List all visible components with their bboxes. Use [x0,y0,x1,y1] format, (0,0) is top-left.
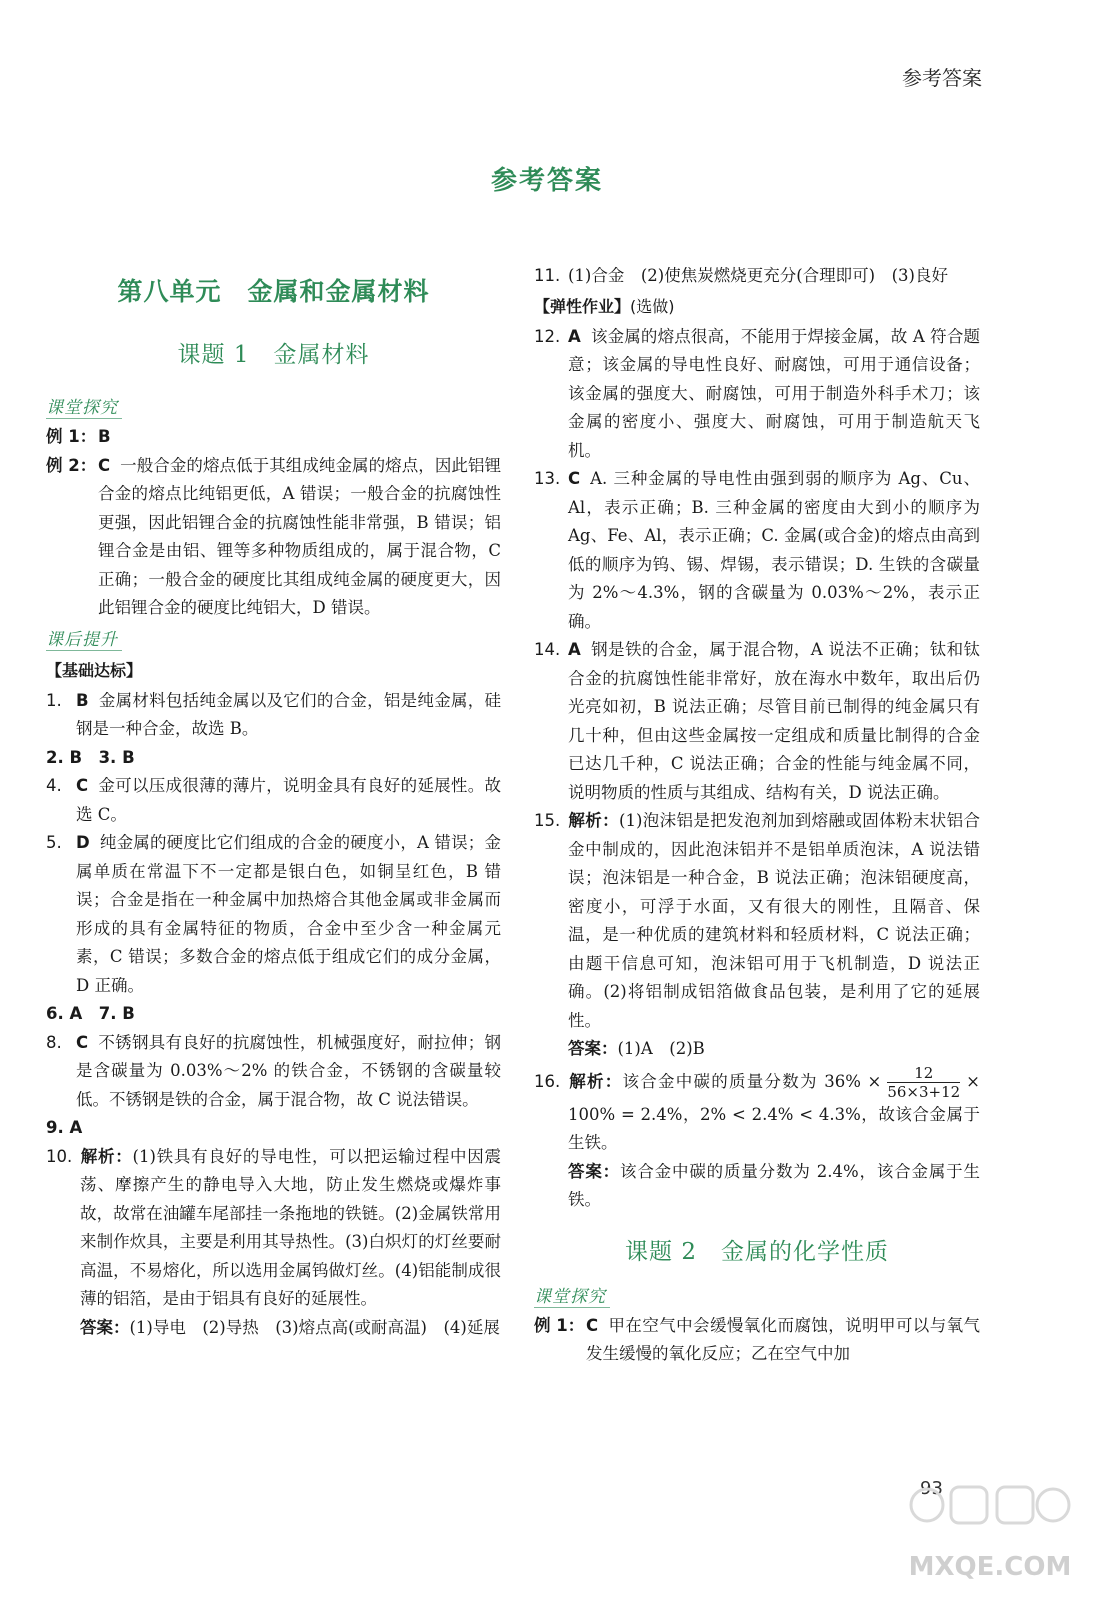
right-column [534,262,980,1369]
example-2 [46,452,501,623]
question-explanation: (1)合金 (2)使焦炭燃烧更充分(合理即可) (3)良好 [568,266,948,285]
question-answer: A [568,640,581,659]
header-label: 参考答案 [902,66,982,90]
fraction-denominator: 56×3+12 [887,1082,961,1101]
question-number: 12. [534,326,561,346]
page-title: 参考答案 [490,166,603,196]
flex-heading-sub: (选做) [630,296,675,316]
question-4 [46,772,501,829]
question-2-3 [46,744,501,773]
question-answer: C [76,776,89,795]
question-answer: D [76,833,90,852]
question-number: 13. [534,469,561,488]
question-10-answer [46,1314,501,1343]
formula-fraction [887,1064,960,1101]
unit-title: 第八单元 金属和金属材料 [117,277,430,306]
question-9 [46,1114,501,1143]
example-label: 例 2： [46,455,97,475]
question-explanation: 该金属的熔点很高，不能用于焊接金属，故 A 符合题意；该金属的导电性良好、耐腐蚀，可用于通信设备；该金属的强度大、耐腐蚀，可用于制造外科手术刀；该金属的密度小、强度大、耐腐蚀，可用于制造航天飞机。 [568,326,980,460]
example-explanation: 甲在空气中会缓慢氧化而腐蚀，说明甲可以与氧气发生缓慢的氧化反应；乙在空气中加 [586,1315,980,1363]
section-tag-class-2: 课堂探究 [534,1282,610,1308]
basic-heading: 【基础达标】 [46,660,143,680]
question-6-7 [46,1000,501,1029]
question-explanation: (1)泡沫铝是把发泡剂加到熔融或固体粉末状铝合金中制成的，因此泡沫铝并不是铝单质泡沫，A 说法错误；泡沫铝是一种合金，B 说法正确；泡沫铝硬度高，密度小，可浮于水面，又有很大的刚性，且隔音、保温，是一种优质的建筑材料和轻质材料，C 说法正确；由题干信息可知，泡沫铝可用于飞机制造，D 说法正确。(2)将铝制成铝箔做食品包装，是利用了它的延展性。 [568,811,981,1030]
watermark-shapes [911,1487,1069,1523]
question-13 [534,465,980,636]
answer-text: (1)A (2)B [617,1039,705,1058]
section-tag-class: 课堂探究 [46,393,122,419]
question-answers: 2. B 3. B [46,747,135,767]
example-answer: C [586,1315,599,1335]
question-explanation: 不锈钢具有良好的抗腐蚀性，机械强度好，耐拉伸；钢是含碳量为 0.03%～2% 的铁合金，不锈钢的含碳量较低。不锈钢是铁的合金，属于混合物，故 C 说法错误。 [76,1032,501,1109]
flex-heading-label: 【弹性作业】 [534,296,631,316]
question-16 [534,1064,980,1158]
question-explanation: 金属材料包括纯金属以及它们的合金，铝是纯金属，硅钢是一种合金，故选 B。 [76,690,501,738]
question-10 [46,1143,501,1314]
question-1 [46,687,501,744]
answer-text: (1)导电 (2)导热 (3)熔点高(或耐高温) (4)延展 [129,1317,500,1337]
question-number: 16. [534,1071,561,1091]
question-explanation: A. 三种金属的导电性由强到弱的顺序为 Ag、Cu、Al，表示正确；B. 三种金属的密度由大到小的顺序为 Ag、Fe、Al，表示正确；C. 金属(或合金)的熔点由高到低的顺序为钨、锡、焊锡，表示错误；D. 生铁的含碳量为 2%～4.3%，钢的含碳量为 0.03%～2%，表示正确。 [568,469,980,631]
answer-label: 答案： [80,1317,130,1337]
question-5 [46,829,501,1000]
section-tag-after: 课后提升 [46,625,122,651]
question-explanation: 钢是铁的合金，属于混合物，A 说法不正确；钛和钛合金的抗腐蚀性能非常好，放在海水中数年，取出后仍光亮如初，B 说法正确；尽管目前已制得的纯金属只有几十种，但由这些金属按一定组成和质量比制得的合金已达几千种，C 说法正确；合金的性能与纯金属不同，说明物质的性质与其组成、结构有关，D 说法正确。 [568,640,980,802]
question-number: 8. [46,1032,62,1052]
question-14 [534,636,980,807]
question-explanation: 金可以压成很薄的薄片，说明金具有良好的延展性。故选 C。 [76,776,501,824]
question-15 [534,807,980,1035]
question-15-answer [534,1035,980,1064]
watermark-text: MXQE.COM [908,1552,1072,1582]
left-column [46,262,501,1342]
question-answer: B [76,690,89,710]
analysis-label: 解析： [568,811,620,830]
example-answer: B [98,427,111,446]
example-1 [46,423,501,452]
question-8 [46,1029,501,1115]
answer-label: 答案： [568,1039,618,1058]
question-answers: 6. A 7. B [46,1004,135,1023]
question-number: 10. [46,1146,73,1166]
fraction-numerator: 12 [887,1064,960,1083]
example-answer: C [98,455,111,475]
question-number: 11. [534,266,561,285]
question-number: 15. [534,811,561,830]
question-16-answer [534,1158,980,1215]
page-number: 93 [920,1478,943,1499]
question-explanation: (1)铁具有良好的导电性，可以把运输过程中因震荡、摩擦产生的静电导入大地，防止发生燃烧或爆炸事故，故常在油罐车尾部挂一条拖地的铁链。(2)金属铁常用来制作炊具，主要是利用其导热性。(3)白炽灯的灯丝要耐高温，不易熔化，所以选用金属钨做灯丝。(4)铝能制成很薄的铝箔，是由于铝具有良好的延展性。 [80,1146,502,1308]
question-12 [534,323,980,466]
formula-prefix: 该合金中碳的质量分数为 36% × [622,1071,882,1091]
question-answer: C [568,469,581,488]
question-number: 14. [534,640,561,659]
flex-heading [534,293,980,321]
answer-label: 答案： [568,1161,620,1181]
question-number: 5. [46,833,62,852]
watermark-logo [905,1475,1075,1593]
answer-text: 该合金中碳的质量分数为 2.4%，该合金属于生铁。 [568,1161,980,1209]
example-label: 例 1： [534,1315,585,1335]
example-label: 例 1： [46,427,97,446]
lesson-1-title: 课题 1 金属材料 [177,342,370,368]
lesson-2-title: 课题 2 金属的化学性质 [625,1238,889,1265]
lesson-2-example-1 [534,1312,980,1369]
question-answer: C [76,1032,89,1052]
question-answers: 9. A [46,1118,83,1137]
question-11 [534,262,980,291]
question-number: 4. [46,776,62,795]
formula-suffix: × 100% = 2.4%，2% < 2.4% < 4.3%，故该合金属于生铁。 [568,1071,980,1152]
question-answer: A [568,326,581,346]
analysis-label: 解析： [80,1146,133,1166]
analysis-label: 解析： [568,1071,623,1091]
example-explanation: 一般合金的熔点低于其组成纯金属的熔点，因此铝锂合金的熔点比纯铝更低，A 错误；一般合金的抗腐蚀性更强，因此铝锂合金的抗腐蚀性能非常强，B 错误；铝锂合金是由铝、锂等多种物质组成的，属于混合物，C 正确；一般合金的硬度比其组成纯金属的硬度更大，因此铝锂合金的硬度比纯铝大，D 错误。 [98,455,501,617]
question-number: 1. [46,690,62,710]
question-explanation: 纯金属的硬度比它们组成的合金的硬度小，A 错误；金属单质在常温下不一定都是银白色，如铜呈红色，B 错误；合金是指在一种金属中加热熔合其他金属或非金属而形成的具有金属特征的物质，合金中至少含一种金属元素，C 错误；多数合金的熔点低于组成它们的成分金属，D 正确。 [76,833,501,995]
